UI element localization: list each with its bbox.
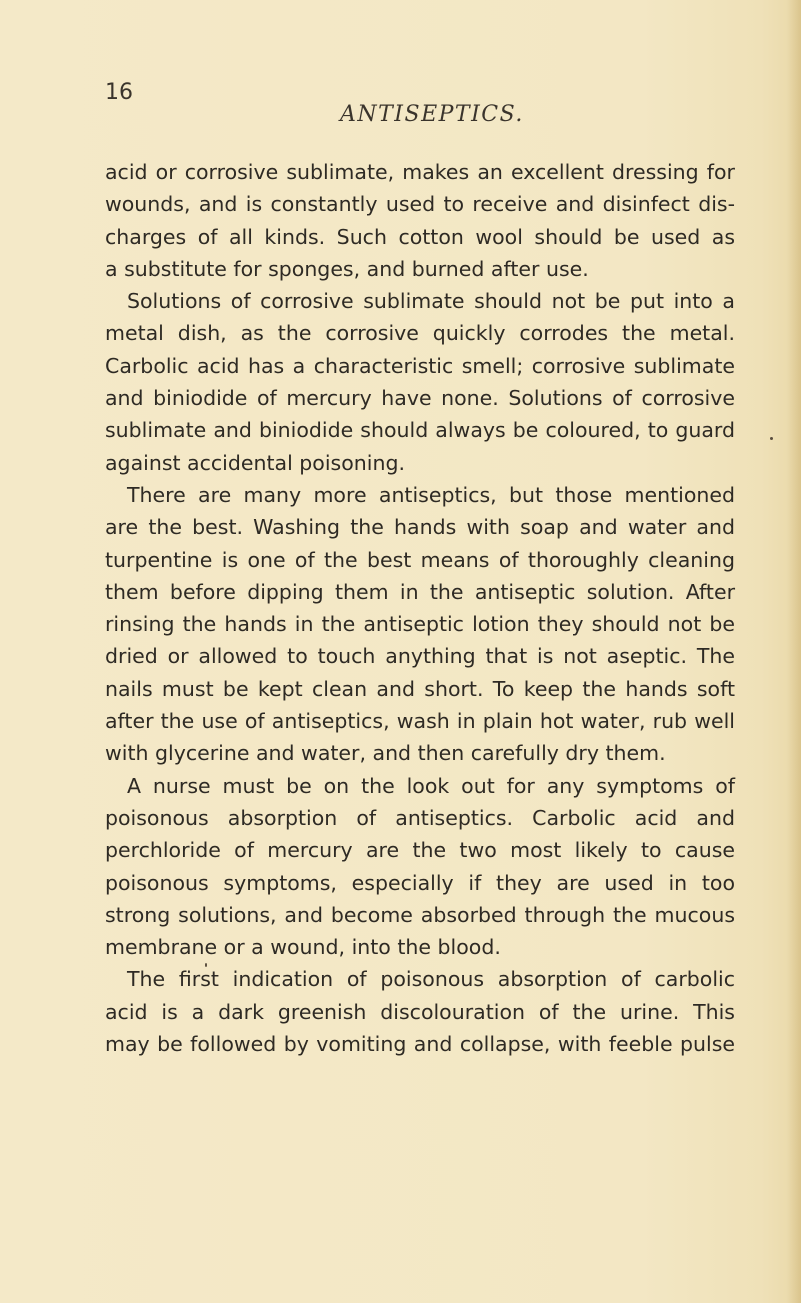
running-title: ANTISEPTICS.	[340, 102, 524, 127]
text-line: are the best. Washing the hands with soap and water and	[105, 515, 735, 540]
text-line: sublimate and biniodide should always be coloured, to guard	[105, 418, 735, 443]
text-line: and biniodide of mercury have none. Solutions of corrosive	[105, 386, 735, 411]
text-line: The first indication of poisonous absorption of carbolic	[127, 967, 735, 992]
text-line: Solutions of corrosive sublimate should not be put into a	[127, 289, 735, 314]
text-line: charges of all kinds. Such cotton wool should be used as	[105, 224, 735, 249]
text-line: Carbolic acid has a characteristic smell; corrosive sublimate	[105, 353, 735, 378]
text-line: them before dipping them in the antiseptic solution. After	[105, 579, 735, 604]
text-line: against accidental poisoning.	[105, 450, 405, 475]
text-line: There are many more antiseptics, but those mentioned	[127, 482, 735, 507]
text-line: with glycerine and water, and then carefully dry them.	[105, 741, 666, 766]
text-line: poisonous absorption of antiseptics. Carbolic acid and	[105, 805, 735, 830]
text-line: may be followed by vomiting and collapse, with feeble pulse	[105, 1032, 735, 1057]
text-line: perchloride of mercury are the two most likely to cause	[105, 838, 735, 863]
text-line: poisonous symptoms, especially if they are used in too	[105, 870, 735, 895]
text-line: dried or allowed to touch anything that is not aseptic. The	[105, 644, 735, 669]
page-edge-shadow	[787, 0, 801, 1303]
paper-speck	[205, 963, 207, 967]
text-line: turpentine is one of the best means of thoroughly cleaning	[105, 547, 735, 572]
text-line: strong solutions, and become absorbed through the mucous	[105, 902, 735, 927]
paper-speck	[770, 437, 773, 440]
text-line: wounds, and is constantly used to receive and disinfect dis-	[105, 192, 735, 217]
text-line: after the use of antiseptics, wash in plain hot water, rub well	[105, 709, 735, 734]
text-line: rinsing the hands in the antiseptic lotion they should not be	[105, 612, 735, 637]
text-line: A nurse must be on the look out for any symptoms of	[127, 773, 735, 798]
text-line: nails must be kept clean and short. To keep the hands soft	[105, 676, 735, 701]
text-line: membrane or a wound, into the blood.	[105, 935, 501, 960]
text-line: a substitute for sponges, and burned after use.	[105, 256, 589, 281]
page-number: 16	[105, 80, 133, 105]
text-line: acid is a dark greenish discolouration of the urine. This	[105, 999, 735, 1024]
text-line: acid or corrosive sublimate, makes an excellent dressing for	[105, 160, 735, 184]
body-text	[105, 156, 735, 1060]
text-line: metal dish, as the corrosive quickly corrodes the metal.	[105, 321, 735, 346]
